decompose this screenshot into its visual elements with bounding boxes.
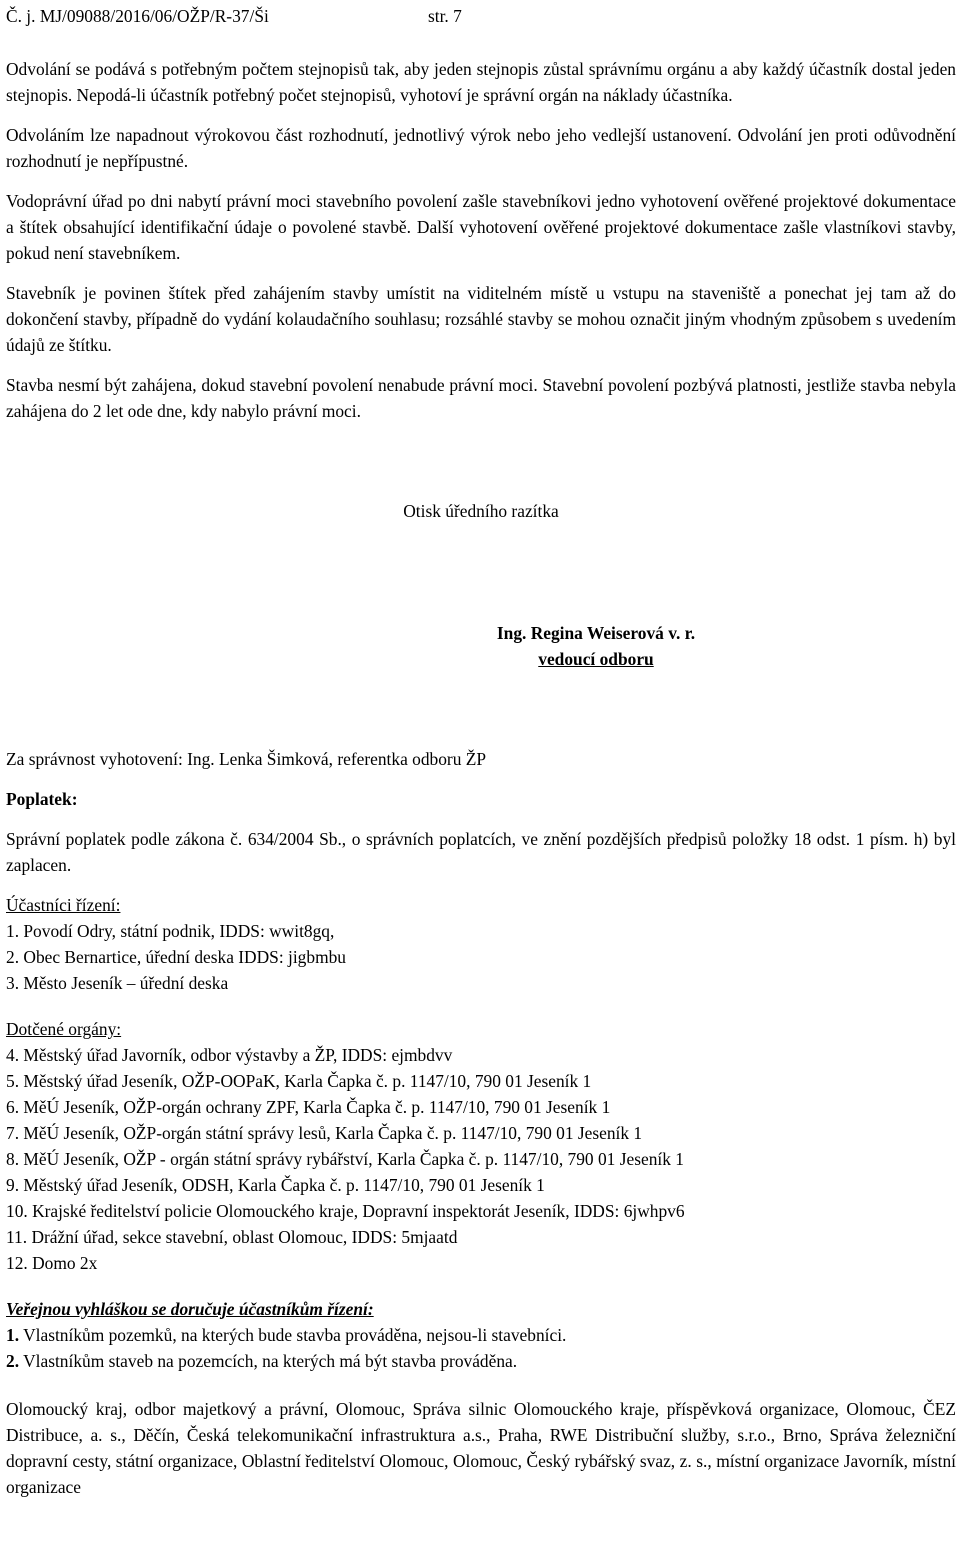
list-item: 1. Povodí Odry, státní podnik, IDDS: wwit8gq, [6, 921, 335, 941]
page-number: str. 7 [428, 6, 462, 26]
signatory-role: vedoucí odboru [538, 649, 654, 669]
recipients-paragraph: Olomoucký kraj, odbor majetkový a právní, Olomouc, Správa silnic Olomouckého kraje, příspěvková organizace, Olomouc, ČEZ Distribuce, a. s., Děčín, Česká telekomunikační infrastruktura a.s., Praha, RWE Distribuční služby, s.r.o., Brno, Správa železniční dopravní cesty, státní organizace, Oblastní ředitelství Olomouc, Olomouc, Český rybářský svaz, z. s., místní organizace Javorník, místní organizace [6, 1399, 956, 1497]
validity-paragraph: Stavba nesmí být zahájena, dokud stavební povolení nenabude právní moci. Stavební povolení pozbývá platnosti, jestliže stavba nebyla zahájena do 2 let ode dne, kdy nabylo právní moci. [6, 375, 956, 421]
list-item: 12. Domo 2x [6, 1253, 98, 1273]
participants-list [6, 918, 956, 996]
list-item: 9. Městský úřad Jeseník, ODSH, Karla Čapka č. p. 1147/10, 790 01 Jeseník 1 [6, 1175, 545, 1195]
signature-block [6, 620, 956, 672]
appeal-scope-paragraph: Odvoláním lze napadnout výrokovou část rozhodnutí, jednotlivý výrok nebo jeho vedlejší ustanovení. Odvolání jen proti odůvodnění rozhodnutí je nepřípustné. [6, 125, 956, 171]
reference-number: Č. j. MJ/09088/2016/06/OŽP/R-37/Ši [6, 6, 269, 26]
list-item: 6. MěÚ Jeseník, OŽP-orgán ochrany ZPF, Karla Čapka č. p. 1147/10, 790 01 Jeseník 1 [6, 1097, 611, 1117]
public-notice-heading: Veřejnou vyhláškou se doručuje účastníkům řízení: [6, 1299, 374, 1319]
item-text: Vlastníkům staveb na pozemcích, na kterých má být stavba prováděna. [19, 1351, 518, 1371]
list-item: 11. Drážní úřad, sekce stavební, oblast Olomouc, IDDS: 5mjaatd [6, 1227, 458, 1247]
label-placement-paragraph: Stavebník je povinen štítek před zahájením stavby umístit na viditelném místě u vstupu na staveniště a ponechat jej tam až do dokončení stavby, případně do vydání kolaudačního souhlasu; rozsáhlé stavby se mohou označit jiným vhodným způsobem s uvedením údajů ze štítku. [6, 283, 956, 355]
documentation-paragraph: Vodoprávní úřad po dni nabytí právní moci stavebního povolení zašle stavebníkovi jedno vyhotovení ověřené projektové dokumentace a štítek obsahující identifikační údaje o povolené stavbě. Další vyhotovení ověřené projektové dokumentace zašle vlastníkovi stavby, pokud není stavebníkem. [6, 191, 956, 263]
signatory-name: Ing. Regina Weiserová v. r. [496, 623, 696, 643]
list-item: 7. MěÚ Jeseník, OŽP-orgán státní správy lesů, Karla Čapka č. p. 1147/10, 790 01 Jeseník 1 [6, 1123, 643, 1143]
list-item: 8. MěÚ Jeseník, OŽP - orgán státní správy rybářství, Karla Čapka č. p. 1147/10, 790 01 Jeseník 1 [6, 1149, 684, 1169]
appeal-copies-paragraph: Odvolání se podává s potřebným počtem stejnopisů tak, aby jeden stejnopis zůstal správnímu orgánu a aby každý účastník dostal jeden stejnopis. Nepodá-li účastník potřebný počet stejnopisů, vyhotoví je správní orgán na náklady účastníka. [6, 59, 956, 105]
authorities-heading: Dotčené orgány: [6, 1019, 122, 1039]
list-item [6, 1322, 956, 1348]
list-item: 10. Krajské ředitelství policie Olomouckého kraje, Dopravní inspektorát Jeseník, IDDS: 6jwhpv6 [6, 1201, 685, 1221]
list-item [6, 1348, 956, 1374]
list-item: 3. Město Jeseník – úřední deska [6, 973, 229, 993]
item-text: Vlastníkům pozemků, na kterých bude stavba prováděna, nejsou-li stavebníci. [19, 1325, 567, 1345]
item-number: 1. [6, 1325, 20, 1345]
fee-text: Správní poplatek podle zákona č. 634/2004 Sb., o správních poplatcích, ve znění pozdějších předpisů položky 18 odst. 1 písm. h) byl zaplacen. [6, 829, 956, 875]
authorities-list [6, 1042, 956, 1276]
participants-heading: Účastníci řízení: [6, 895, 121, 915]
accuracy-statement: Za správnost vyhotovení: Ing. Lenka Šimková, referentka odboru ŽP [6, 749, 487, 769]
list-item: 4. Městský úřad Javorník, odbor výstavby a ŽP, IDDS: ejmbdvv [6, 1045, 453, 1065]
public-notice-list [6, 1322, 956, 1374]
document-body [6, 56, 956, 1500]
list-item: 5. Městský úřad Jeseník, OŽP-OOPaK, Karla Čapka č. p. 1147/10, 790 01 Jeseník 1 [6, 1071, 592, 1091]
list-item: 2. Obec Bernartice, úřední deska IDDS: jigbmbu [6, 947, 346, 967]
official-stamp-placeholder: Otisk úředního razítka [403, 501, 559, 521]
fee-heading: Poplatek: [6, 789, 78, 809]
page-header [6, 3, 956, 29]
item-number: 2. [6, 1351, 20, 1371]
